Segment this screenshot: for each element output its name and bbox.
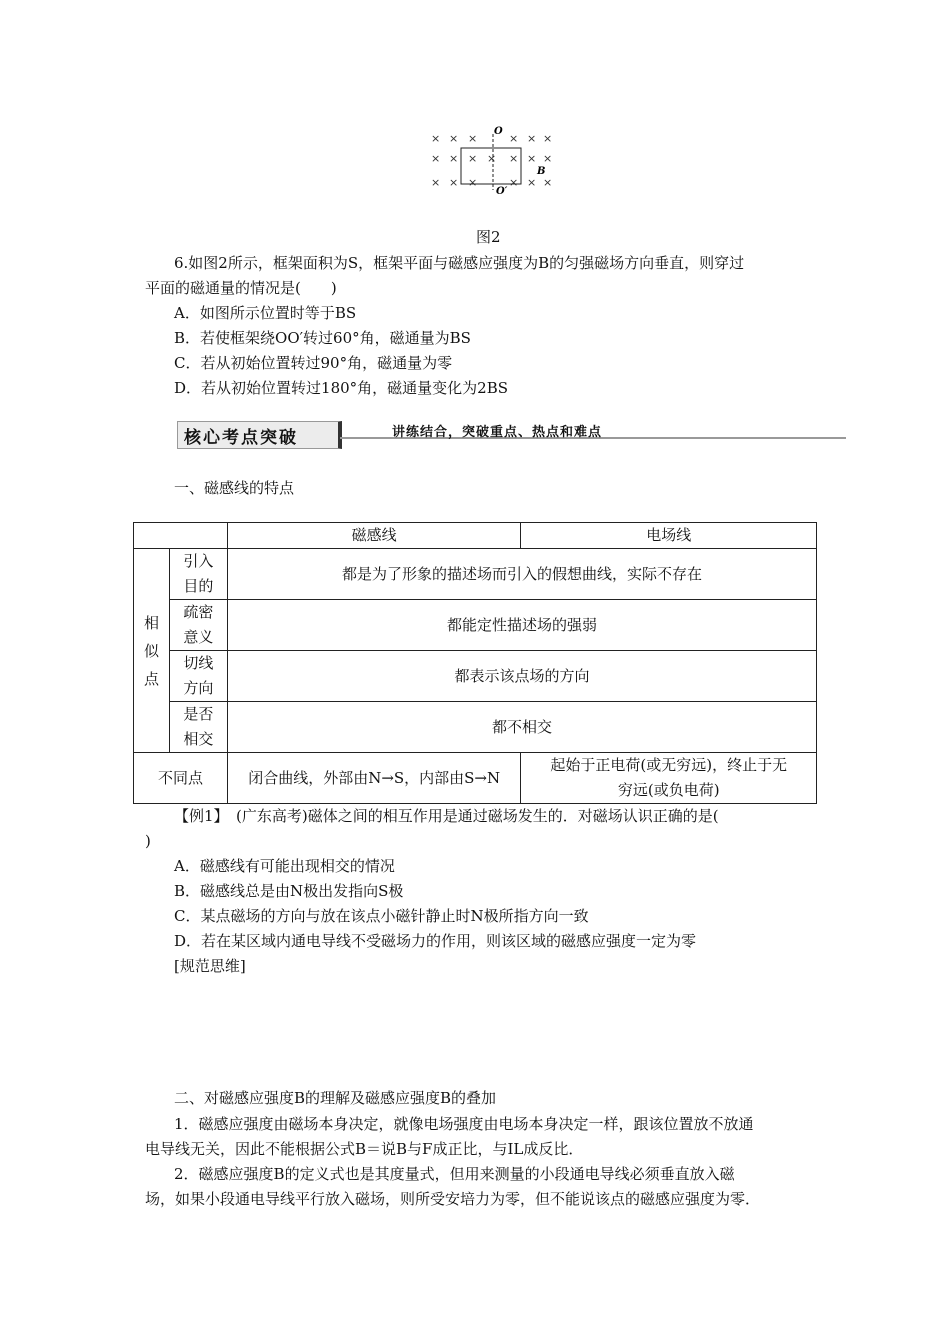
figure-2-diagram: [425, 124, 565, 194]
diff-magnetic: 闭合曲线，外部由N→S，内部由S→N: [227, 753, 521, 804]
q6-option-c: C．若从初始位置转过90°角，磁通量为零: [174, 354, 453, 372]
cross-mark: ×: [468, 176, 478, 189]
cross-mark: ×: [431, 152, 441, 165]
table-header-row: [134, 523, 817, 549]
table-row: [134, 753, 817, 804]
cross-mark: ×: [449, 132, 459, 145]
label-b: B: [537, 166, 546, 177]
section-2-p2-line-1: 2．磁感应强度B的定义式也是其度量式，但用来测量的小段通电导线必须垂直放入磁: [174, 1165, 735, 1183]
section-2-p2-line-2: 场，如果小段通电导线平行放入磁场，则所受安培力为零，但不能说该点的磁感应强度为零．: [145, 1190, 761, 1208]
example-1-option-a: A．磁感线有可能出现相交的情况: [174, 857, 395, 875]
q6-stem-line-2: 平面的磁通量的情况是( ): [145, 279, 337, 297]
row-content-purpose: 都是为了形象的描述场而引入的假想曲线，实际不存在: [227, 549, 816, 600]
label-o-prime: O′: [496, 186, 508, 194]
q6-stem-line-1: 6.如图2所示，框架面积为S，框架平面与磁感应强度为B的匀强磁场方向垂直，则穿过: [174, 254, 745, 272]
example-1-option-b: B．磁感线总是由N极出发指向S极: [174, 882, 404, 900]
q6-option-a: A．如图所示位置时等于BS: [174, 304, 357, 322]
table-row: [134, 702, 817, 753]
cross-mark: ×: [449, 176, 459, 189]
cross-mark: ×: [487, 152, 497, 165]
table-row: [134, 549, 817, 600]
cross-mark: ×: [543, 132, 553, 145]
cross-mark: ×: [527, 176, 537, 189]
row-label-intersect: 是否 相交: [169, 702, 227, 753]
section-2-heading: 二、对磁感应强度B的理解及磁感应强度B的叠加: [174, 1089, 497, 1107]
row-content-tangent: 都表示该点场的方向: [227, 651, 816, 702]
table-row: [134, 600, 817, 651]
section-2-p1-line-1: 1．磁感应强度由磁场本身决定，就像电场强度由电场本身决定一样，跟该位置放不放通: [174, 1115, 754, 1133]
row-content-intersect: 都不相交: [227, 702, 816, 753]
cross-mark: ×: [527, 152, 537, 165]
example-1-stem-line-2: ): [145, 832, 151, 850]
cross-mark: ×: [468, 132, 478, 145]
example-1-option-d: D．若在某区域内通电导线不受磁场力的作用，则该区域的磁感应强度一定为零: [174, 932, 697, 950]
table-corner-cell: [134, 523, 228, 549]
cross-marks: [431, 132, 552, 189]
diff-label: 不同点: [134, 753, 228, 804]
row-label-density: 疏密 意义: [169, 600, 227, 651]
cross-mark: ×: [468, 152, 478, 165]
label-o: O: [494, 126, 503, 137]
cross-mark: ×: [509, 152, 519, 165]
header-electric-lines: 电场线: [521, 523, 817, 549]
cross-mark: ×: [509, 132, 519, 145]
cross-mark: ×: [543, 152, 553, 165]
row-content-density: 都能定性描述场的强弱: [227, 600, 816, 651]
section-1-heading: 一、磁感线的特点: [174, 479, 295, 497]
row-label-tangent: 切线 方向: [169, 651, 227, 702]
cross-mark: ×: [431, 176, 441, 189]
cross-mark: ×: [431, 132, 441, 145]
example-1-option-c: C．某点磁场的方向与放在该点小磁针静止时N极所指方向一致: [174, 907, 589, 925]
cross-mark: ×: [543, 176, 553, 189]
cross-mark: ×: [527, 132, 537, 145]
banner-title: 核心考点突破: [184, 428, 298, 448]
similar-points-label: 相 似 点: [134, 549, 170, 753]
banner-subtitle: 讲练结合，突破重点、热点和难点: [392, 425, 603, 440]
row-label-purpose: 引入 目的: [169, 549, 227, 600]
cross-mark: ×: [449, 152, 459, 165]
figure-caption: 图2: [476, 228, 501, 246]
cross-mark: ×: [509, 176, 519, 189]
q6-option-d: D．若从初始位置转过180°角，磁通量变化为2BS: [174, 379, 509, 397]
header-magnetic-lines: 磁感线: [227, 523, 521, 549]
section-2-p1-line-2: 电导线无关，因此不能根据公式B＝说B与F成正比，与IL成反比．: [145, 1140, 584, 1158]
comparison-table: [133, 522, 817, 804]
diff-electric: 起始于正电荷(或无穷远)，终止于无 穷远(或负电荷): [521, 753, 817, 804]
q6-option-b: B．若使框架绕OO′转过60°角，磁通量为BS: [174, 329, 471, 347]
example-1-note: [规范思维]: [174, 957, 246, 975]
example-1-stem-line-1: 【例1】 (广东高考)磁体之间的相互作用是通过磁场发生的．对磁场认识正确的是(: [174, 807, 719, 825]
table-row: [134, 651, 817, 702]
